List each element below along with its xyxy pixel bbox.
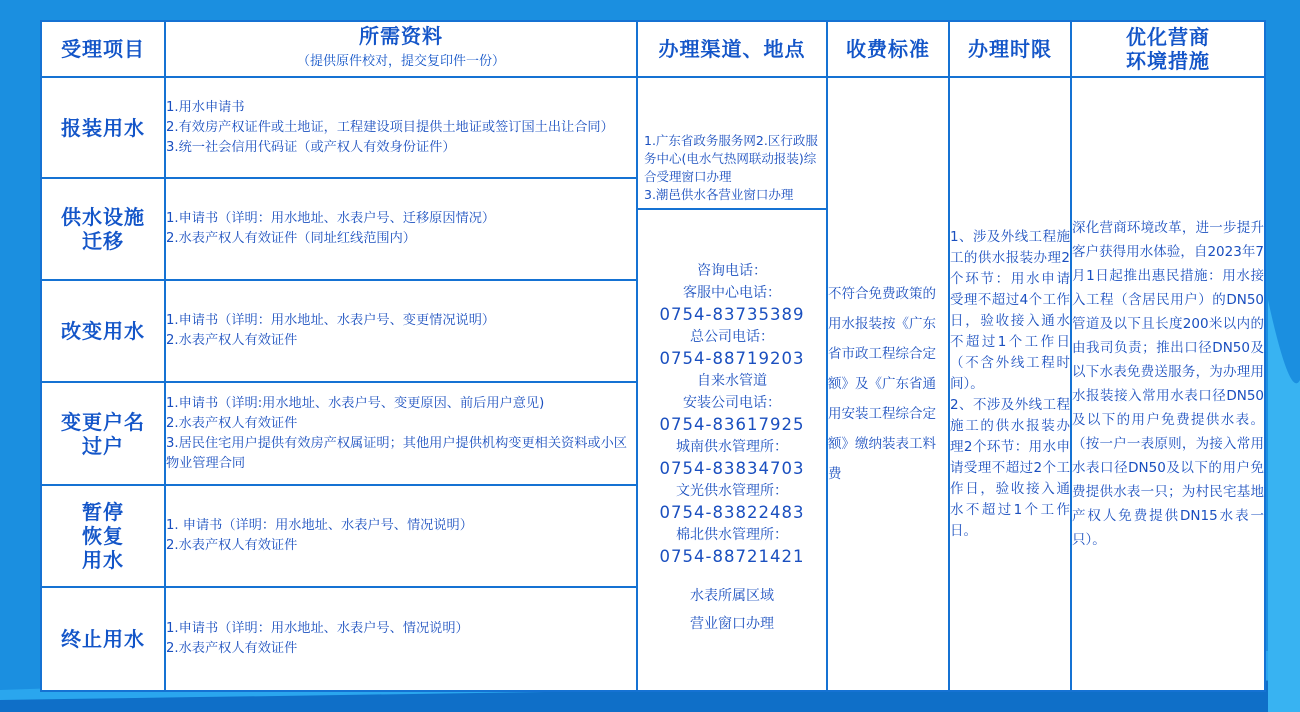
item-relocate: 供水设施 迁移 (41, 178, 165, 280)
header-docs (165, 21, 637, 77)
header-measure: 优化营商 环境措施 (1071, 21, 1265, 77)
phone-number: 0754-83822483 (659, 503, 805, 522)
docs-change-use (165, 280, 637, 382)
fee-cell: 不符合免费政策的用水报装按《广东省市政工程综合定额》及《广东省通用安装工程综合定额》缴纳装表工料费 (827, 77, 949, 691)
contact-label: 城南供水管理所： (676, 439, 788, 455)
phone-number: 0754-83617925 (659, 415, 805, 434)
doc-line: 2.水表产权人有效证件 (166, 641, 298, 656)
contact-label: 棉北供水管理所： (676, 527, 788, 543)
channel-contacts (638, 210, 826, 638)
doc-line: 1.申请书（详明：用水地址、水表户号、情况说明） (166, 621, 469, 636)
docs-terminate (165, 587, 637, 691)
doc-line: 1. 申请书（详明：用水地址、水表户号、情况说明） (166, 518, 473, 533)
channel-online: 1.广东省政务服务网2.区行政服务中心(电水气热网联动报装)综合受理窗口办理 3.潮邑供水各营业窗口办理 (638, 130, 826, 210)
docs-install (165, 77, 637, 178)
doc-line: 1.用水申请书 (166, 99, 245, 115)
docs-suspend (165, 485, 637, 587)
item-suspend: 暂停 恢复 用水 (41, 485, 165, 587)
header-docs-title: 所需资料 (359, 24, 443, 48)
phone-number: 0754-83834703 (659, 459, 805, 478)
item-transfer: 变更户名 过户 (41, 382, 165, 485)
docs-transfer (165, 382, 637, 485)
doc-line: 2.水表产权人有效证件 (166, 538, 298, 553)
doc-line: 2.水表产权人有效证件（同址红线范围内） (166, 231, 416, 246)
header-docs-subtitle: （提供原件校对，提交复印件一份） (296, 54, 505, 69)
item-install: 报装用水 (41, 77, 165, 178)
consult-label: 咨询电话： (697, 263, 767, 279)
header-limit: 办理时限 (949, 21, 1071, 77)
limit-cell: 1、涉及外线工程施工的供水报装办理2个环节：用水申请受理不超过4个工作日，验收接入通水不超过1个工作日（不含外线工程时间）。 2、不涉及外线工程施工的供水报装办理2个环节：用水申请受理不超过2个工作日，验收接入通水不超过1个工作日。 (949, 77, 1071, 691)
item-change-use: 改变用水 (41, 280, 165, 382)
header-fee: 收费标准 (827, 21, 949, 77)
office-window: 水表所属区域 营业窗口办理 (690, 588, 774, 632)
phone-number: 0754-88719203 (659, 349, 805, 368)
doc-line: 2.水表产权人有效证件 (166, 415, 298, 431)
doc-line: 2.水表产权人有效证件 (166, 333, 298, 348)
header-channel: 办理渠道、地点 (637, 21, 827, 77)
doc-line: 1.申请书（详明:用水地址、水表户号、变更原因、前后用户意见) (166, 395, 545, 411)
phone-number: 0754-83735389 (659, 305, 805, 324)
contact-label: 客服中心电话： (683, 285, 781, 301)
contact-label: 文光供水管理所： (676, 483, 788, 499)
doc-line: 3.统一社会信用代码证（或产权人有效身份证件） (166, 139, 456, 155)
doc-line: 3.居民住宅用户提供有效房产权属证明；其他用户提供机构变更相关资料或小区物业管理合同 (166, 435, 627, 471)
service-table (40, 20, 1266, 692)
measure-cell: 深化营商环境改革，进一步提升客户获得用水体验，自2023年7月1日起推出惠民措施：用水接入工程（含居民用户）的DN50管道及以下且长度200米以内的由我司负责；推出口径DN50及以下水表免费送服务，为办理用水报装接入常用水表口径DN50及以下的用户免费提供水表。（按一户一表原则，为接入常用水表口径DN50及以下的用户免费提供水表一只；为村民宅基地产权人免费提供DN15水表一只）。 (1071, 77, 1265, 691)
docs-relocate (165, 178, 637, 280)
contact-label: 自来水管道 安装公司电话： (683, 373, 781, 411)
doc-line: 1.申请书（详明：用水地址、水表户号、变更情况说明） (166, 313, 496, 328)
phone-number: 0754-88721421 (659, 547, 805, 566)
header-item: 受理项目 (41, 21, 165, 77)
contact-label: 总公司电话： (690, 329, 774, 345)
doc-line: 2.有效房产权证件或土地证，工程建设项目提供土地证或签订国土出让合同） (166, 119, 614, 135)
channel-cell (637, 77, 827, 691)
item-terminate: 终止用水 (41, 587, 165, 691)
doc-line: 1.申请书（详明：用水地址、水表户号、迁移原因情况） (166, 211, 496, 226)
